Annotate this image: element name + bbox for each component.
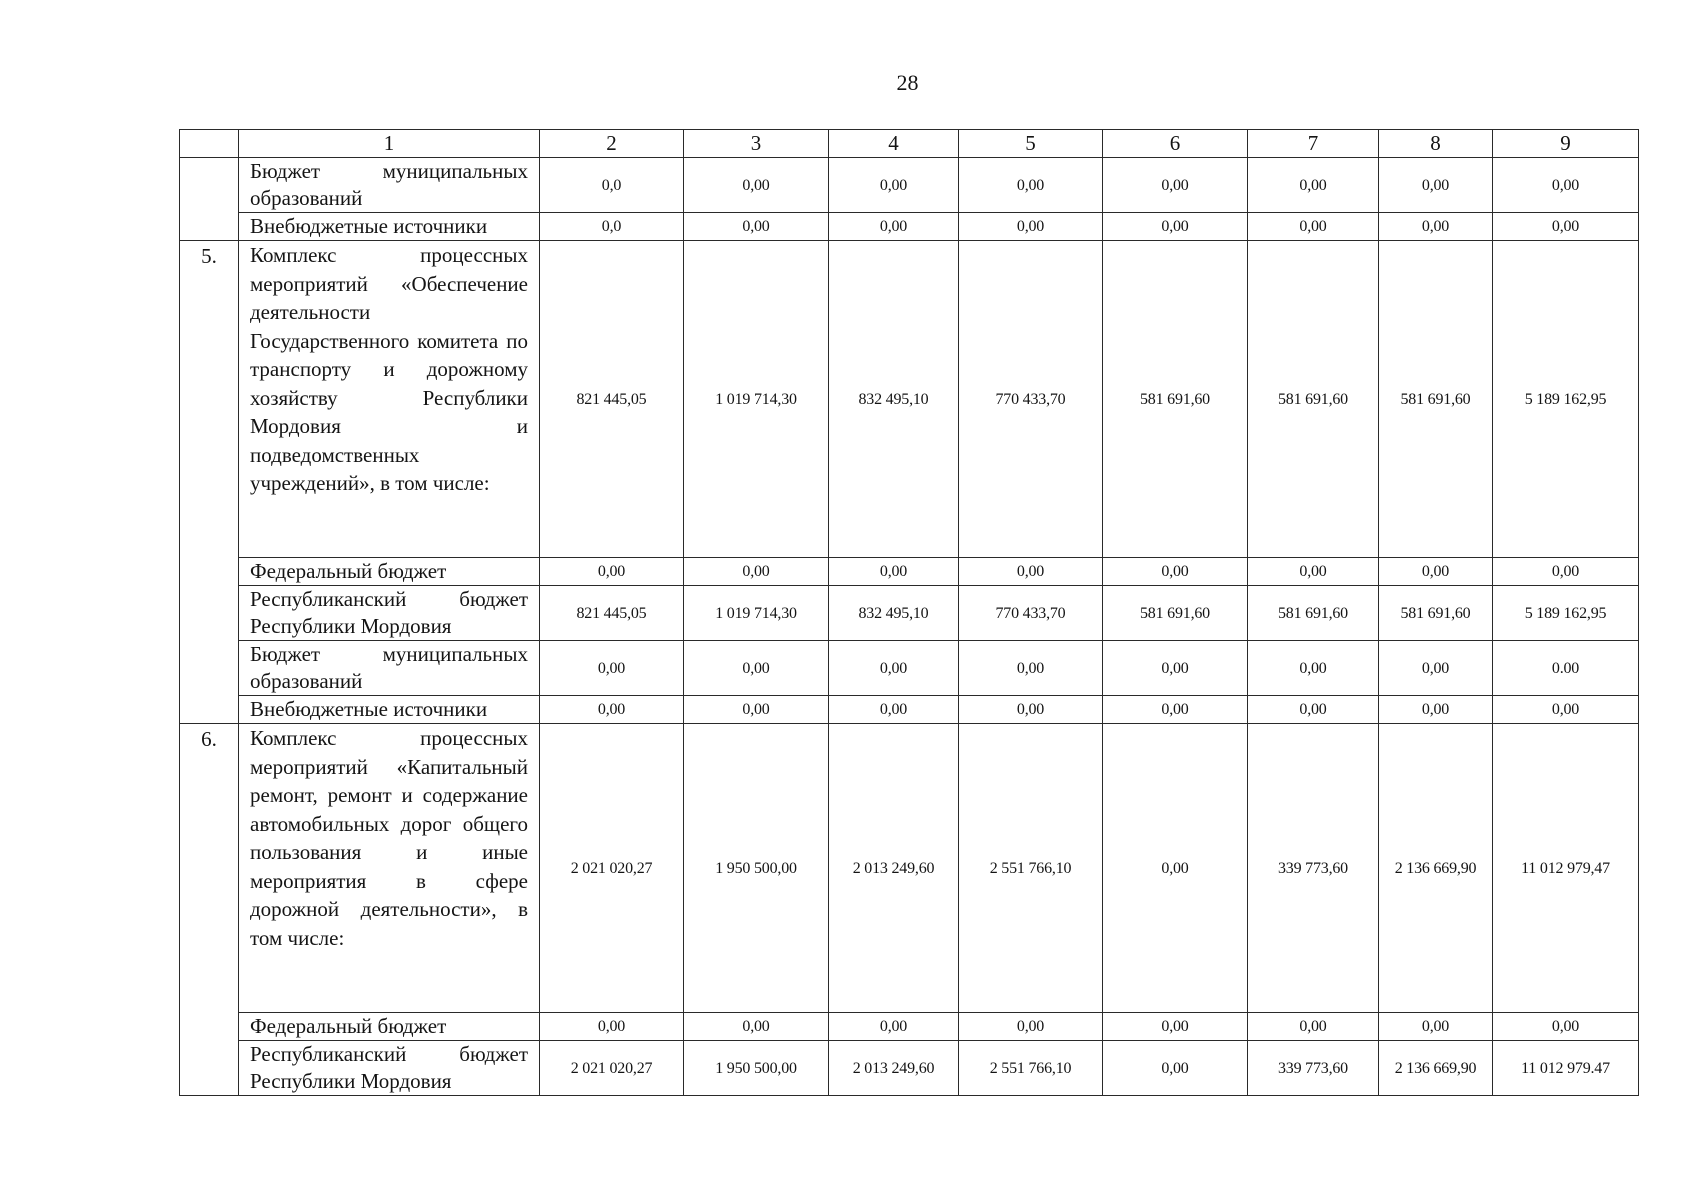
value-cell: 0,00 <box>1103 213 1248 241</box>
value-cell: 0,00 <box>829 558 959 586</box>
value-cell: 1 950 500,00 <box>684 724 829 1013</box>
table-row <box>180 724 1639 1013</box>
value-cell: 0,00 <box>959 558 1103 586</box>
header-cell: 7 <box>1248 130 1379 158</box>
value-cell: 1 019 714,30 <box>684 586 829 641</box>
value-cell: 11 012 979.47 <box>1493 1041 1639 1096</box>
value-cell: 0,00 <box>829 158 959 213</box>
value-cell: 0,00 <box>684 558 829 586</box>
header-row <box>180 130 1639 158</box>
row-name-cell: Внебюджетные источники <box>239 213 540 241</box>
value-cell: 1 950 500,00 <box>684 1041 829 1096</box>
row-name-cell: Федеральный бюджет <box>239 558 540 586</box>
value-cell: 581 691,60 <box>1248 241 1379 558</box>
value-cell: 2 136 669,90 <box>1379 724 1493 1013</box>
value-cell: 0,00 <box>959 1013 1103 1041</box>
row-name-cell: Комплекс процессных мероприятий «Капитальный ремонт, ремонт и содержание автомобильных дорог общего пользования и иные мероприятия в сфере дорожной деятельности», в том числе: <box>239 724 540 1013</box>
value-cell: 0,00 <box>1379 1013 1493 1041</box>
table-row <box>180 1013 1639 1041</box>
value-cell: 339 773,60 <box>1248 724 1379 1013</box>
value-cell: 832 495,10 <box>829 241 959 558</box>
value-cell: 0,00 <box>684 641 829 696</box>
row-number-cell <box>180 158 239 241</box>
header-cell: 9 <box>1493 130 1639 158</box>
table-row <box>180 213 1639 241</box>
value-cell: 2 021 020,27 <box>540 724 684 1013</box>
table-row <box>180 158 1639 213</box>
value-cell: 0,00 <box>829 213 959 241</box>
value-cell: 832 495,10 <box>829 586 959 641</box>
value-cell: 0,0 <box>540 213 684 241</box>
value-cell: 0,00 <box>1493 558 1639 586</box>
value-cell: 0,00 <box>1248 1013 1379 1041</box>
value-cell: 581 691,60 <box>1103 586 1248 641</box>
value-cell: 821 445,05 <box>540 241 684 558</box>
value-cell: 0,00 <box>1103 641 1248 696</box>
value-cell: 0,00 <box>1103 1041 1248 1096</box>
value-cell: 0,00 <box>1493 1013 1639 1041</box>
value-cell: 2 551 766,10 <box>959 724 1103 1013</box>
row-name-cell: Бюджет муниципальных образований <box>239 641 540 696</box>
value-cell: 0,00 <box>1103 158 1248 213</box>
value-cell: 0,00 <box>1248 158 1379 213</box>
row-name-cell: Федеральный бюджет <box>239 1013 540 1041</box>
value-cell: 0,00 <box>959 696 1103 724</box>
value-cell: 0,00 <box>684 158 829 213</box>
value-cell: 0,00 <box>540 558 684 586</box>
value-cell: 770 433,70 <box>959 586 1103 641</box>
header-cell: 6 <box>1103 130 1248 158</box>
value-cell: 2 021 020,27 <box>540 1041 684 1096</box>
table-row <box>180 1041 1639 1096</box>
value-cell: 0,00 <box>1103 1013 1248 1041</box>
value-cell: 0,00 <box>540 641 684 696</box>
page-number: 28 <box>896 70 919 95</box>
header-cell: 8 <box>1379 130 1493 158</box>
value-cell: 0,00 <box>1103 724 1248 1013</box>
value-cell: 0,00 <box>1493 696 1639 724</box>
value-cell: 770 433,70 <box>959 241 1103 558</box>
value-cell: 0,00 <box>1379 641 1493 696</box>
table-row <box>180 558 1639 586</box>
value-cell: 0,00 <box>684 213 829 241</box>
value-cell: 0,00 <box>829 1013 959 1041</box>
value-cell: 581 691,60 <box>1379 586 1493 641</box>
value-cell: 0,00 <box>1379 213 1493 241</box>
value-cell: 0,00 <box>1103 696 1248 724</box>
row-name-cell: Внебюджетные источники <box>239 696 540 724</box>
value-cell: 1 019 714,30 <box>684 241 829 558</box>
value-cell: 581 691,60 <box>1248 586 1379 641</box>
value-cell: 0,00 <box>1248 558 1379 586</box>
header-cell: 5 <box>959 130 1103 158</box>
value-cell: 0,00 <box>1248 641 1379 696</box>
value-cell: 0,00 <box>684 696 829 724</box>
row-name-cell: Республиканский бюджет Республики Мордовия <box>239 586 540 641</box>
value-cell: 0,00 <box>684 1013 829 1041</box>
value-cell: 0.00 <box>1493 641 1639 696</box>
table-row <box>180 241 1639 558</box>
row-number-cell: 6. <box>180 724 239 1096</box>
header-cell <box>180 130 239 158</box>
value-cell: 0,00 <box>959 213 1103 241</box>
value-cell: 0,00 <box>1103 558 1248 586</box>
value-cell: 0,00 <box>540 1013 684 1041</box>
value-cell: 0,00 <box>1379 558 1493 586</box>
header-cell: 3 <box>684 130 829 158</box>
row-name-cell: Республиканский бюджет Республики Мордовия <box>239 1041 540 1096</box>
value-cell: 581 691,60 <box>1379 241 1493 558</box>
value-cell: 5 189 162,95 <box>1493 586 1639 641</box>
value-cell: 0,00 <box>540 696 684 724</box>
value-cell: 0,00 <box>1379 158 1493 213</box>
budget-table <box>179 129 1639 1096</box>
header-cell: 4 <box>829 130 959 158</box>
table-row <box>180 696 1639 724</box>
value-cell: 0,00 <box>959 641 1103 696</box>
value-cell: 11 012 979,47 <box>1493 724 1639 1013</box>
row-name-cell: Комплекс процессных мероприятий «Обеспечение деятельности Государственного комитета по транспорту и дорожному хозяйству Республики Мордовия и подведомственных учреждений», в том числе: <box>239 241 540 558</box>
header-cell: 1 <box>239 130 540 158</box>
value-cell: 2 013 249,60 <box>829 1041 959 1096</box>
value-cell: 5 189 162,95 <box>1493 241 1639 558</box>
row-number-cell: 5. <box>180 241 239 724</box>
table-row <box>180 586 1639 641</box>
value-cell: 581 691,60 <box>1103 241 1248 558</box>
header-cell: 2 <box>540 130 684 158</box>
value-cell: 339 773,60 <box>1248 1041 1379 1096</box>
value-cell: 0,0 <box>540 158 684 213</box>
value-cell: 0,00 <box>1248 696 1379 724</box>
value-cell: 2 013 249,60 <box>829 724 959 1013</box>
value-cell: 0,00 <box>1248 213 1379 241</box>
value-cell: 821 445,05 <box>540 586 684 641</box>
value-cell: 2 551 766,10 <box>959 1041 1103 1096</box>
value-cell: 0,00 <box>829 641 959 696</box>
value-cell: 0,00 <box>1379 696 1493 724</box>
table-row <box>180 641 1639 696</box>
value-cell: 0,00 <box>1493 158 1639 213</box>
value-cell: 2 136 669,90 <box>1379 1041 1493 1096</box>
value-cell: 0,00 <box>1493 213 1639 241</box>
row-name-cell: Бюджет муниципальных образований <box>239 158 540 213</box>
value-cell: 0,00 <box>959 158 1103 213</box>
value-cell: 0,00 <box>829 696 959 724</box>
